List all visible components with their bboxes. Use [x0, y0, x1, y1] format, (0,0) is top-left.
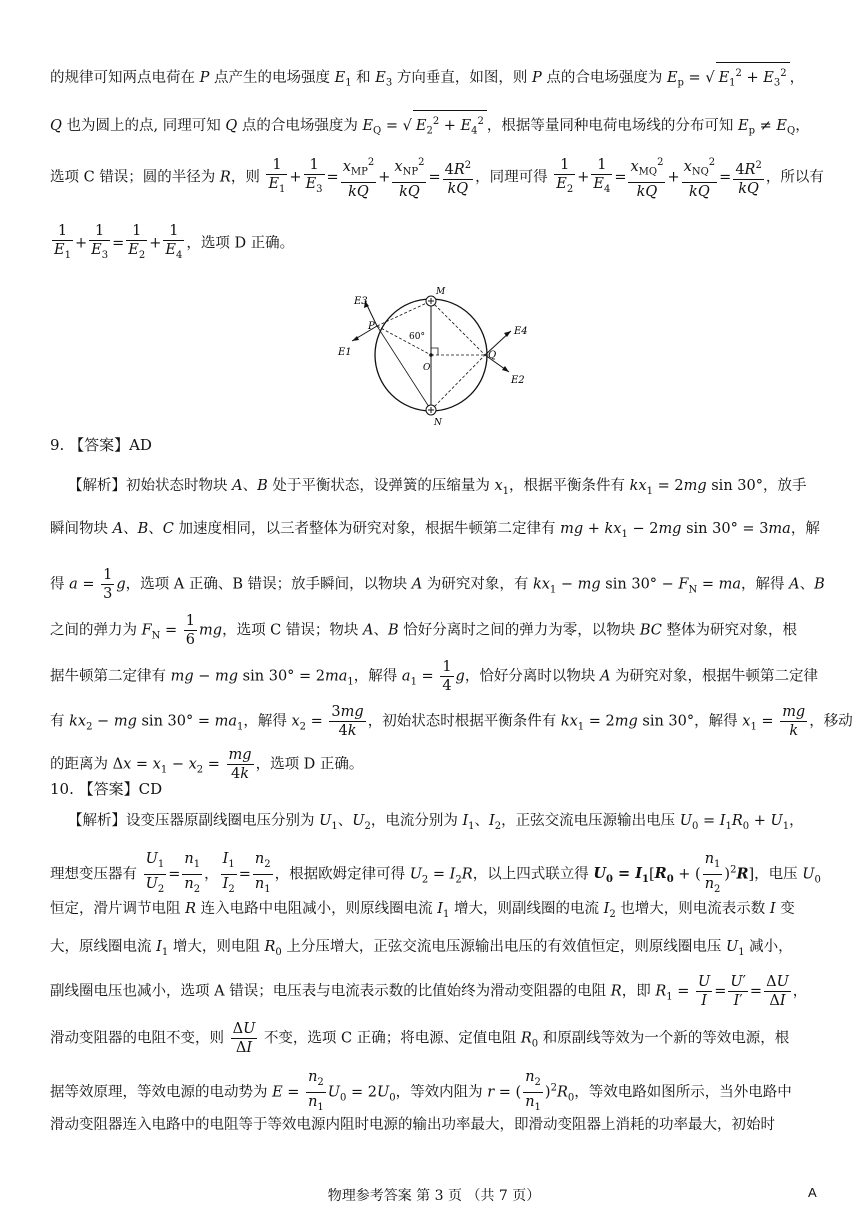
answer10-line1: 【解析】设变压器原副线圈电压分别为 $U_1$、$U_2$，电流分别为 $I_1$、$I_2$，正弦交流电压源输出电压 $U_0 = I_1R_0 + U_1$， — [68, 813, 804, 832]
chord-mq — [431, 301, 485, 355]
answer9-line1: 【解析】初始状态时物块 A、B 处于平衡状态，设弹簧的压缩量为 $x_1$，根据平衡条件有 $kx_1 = 2mg$ sin 30°，放手 — [68, 478, 807, 497]
label-p: P — [368, 321, 375, 332]
charge-n-icon — [426, 405, 436, 415]
version-mark: A — [808, 1185, 817, 1200]
label-e4: E4 — [514, 326, 528, 337]
answer10-line3: 恒定，滑片调节电阻 R 连入电路中电阻减小，则原线圈电流 $I_1$ 增大，则副线圈的电流 $I_2$ 也增大，则电流表示数 I 变 — [50, 901, 795, 920]
answer9-line4: 之间的弹力为 $F_N$ = $\frac{1}{6}$ mg，选项 C 错误；物块 A、B 恰好分离时之间的弹力为零，以物块 BC 整体为研究对象，根 — [50, 613, 797, 648]
answer9-line6: 有 $kx_2$ − mg $\sin 30^\circ = ma_1$，解得 $x_2$ = $\frac{3mg}{4k}$ ，初始状态时根据平衡条件有 $kx_1 = 2mg$ sin 30°，解得 $x_1$ = $\frac{mg}{k}$ ，移动 — [50, 704, 853, 739]
answer8-line3: 选项 C 错误；圆的半径为 R，则 $\frac{1}{E_1}$ + $\frac{1}{E_3}$ = $\frac{x_{MP}^2}{kQ}$ + $\frac{x_{NP}^2}{kQ}$ = $\frac{4R^2}{kQ}$ ，同理可得 $\frac{1}{E_2}$ + $\frac{1}{E_4}$ = $\frac{x_{MQ}^2}{kQ}$ + $\frac{x_{NQ}^2}{kQ}$ = $\frac{4R^2}{kQ}$ ，所以有 — [50, 154, 820, 201]
label-e1: E1 — [338, 347, 352, 358]
label-m: M — [436, 287, 446, 297]
label-q: Q — [488, 350, 497, 361]
answer9-line2: 瞬间物块 A、B、C 加速度相同，以三者整体为研究对象，根据牛顿第二定律有 mg + $kx_1 - 2mg$ sin 30° = 3ma，解 — [50, 521, 820, 540]
chord-nq — [431, 355, 485, 410]
answer10-line7: 据等效原理，等效电源的电动势为 E = $\frac{n_2}{n_1}$ $U_0 = 2U_0$，等效内阻为 r = ( $\frac{n_2}{n_1}$ )$^2R_0$，等效电路如图所示，当外电路中 — [50, 1069, 792, 1113]
answer9-line5: 据牛顿第二定律有 mg − mg $\sin 30^\circ = 2ma_1$，解得 $a_1$ = $\frac{1}{4}$ g，恰好分离时以物块 A 为研究对象，根据牛顿第二定律 — [50, 659, 819, 694]
charge-m-icon — [426, 296, 436, 306]
label-e2: E2 — [511, 375, 525, 386]
answer10-head: 10. 【答案】CD — [50, 780, 163, 798]
electric-field-diagram — [330, 282, 540, 432]
answer8-line4: $\frac{1}{E_1}$ + $\frac{1}{E_3}$ = $\frac{1}{E_2}$ + $\frac{1}{E_4}$ ，选项 D 正确。 — [54, 223, 295, 261]
answer9-head: 9. 【答案】AD — [50, 436, 152, 454]
answer10-line6: 滑动变阻器的电阻不变，则 $\frac{\Delta U}{\Delta I}$ 不变，选项 C 正确；将电源、定值电阻 $R_0$ 和原副线等效为一个新的等效电源，根 — [50, 1021, 790, 1056]
label-n: N — [434, 418, 442, 428]
label-e3: E3 — [354, 296, 368, 307]
answer10-line2: 理想变压器有 $\frac{U_1}{U_2}$ = $\frac{n_1}{n_2}$ ， $\frac{I_1}{I_2}$ = $\frac{n_2}{n_1}$ ，根据欧姆定律可得 $U_2 = I_2R$，以上四式联立得 $U_0 = I_1[R_0$ + ( $\frac{n_1}{n_2}$ )$^2$R]，电压 $U_0$ — [50, 851, 821, 895]
answer9-line7: 的距离为 $\Delta x = x_1 - x_2$ = $\frac{mg}{4k}$ ，选项 D 正确。 — [50, 747, 364, 782]
answer10-line8: 滑动变阻器连入电路中的电阻等于等效电源内阻时电源的输出功率最大，即滑动变阻器上消耗的功率最大，初始时 — [50, 1117, 775, 1133]
label-angle: 60° — [409, 332, 425, 342]
page-footer: 物理参考答案 第 3 页 （共 7 页） — [327, 1188, 541, 1204]
answer8-line2: Q 也为圆上的点, 同理可知 Q 点的合电场强度为 $E_Q$ = √ $E_2^2 + E_4^2$ ，根据等量同种电荷电场线的分布可知 $E_p \ne E_Q$， — [50, 110, 820, 143]
answer10-line5: 副线圈电压也减小，选项 A 错误；电压表与电流表示数的比值始终为滑动变阻器的电阻 R，即 $R_1$ = $\frac{U}{I}$ = $\frac{U'}{I'}$ = $\frac{\Delta U}{\Delta I}$ ， — [50, 974, 808, 1009]
answer10-line4: 大，原线圈电流 $I_1$ 增大，则电阻 $R_0$ 上分压增大，正弦交流电压源输出电压的有效值恒定，则原线圈电压 $U_1$ 减小， — [50, 939, 793, 958]
answer8-line1: 的规律可知两点电荷在 P 点产生的电场强度 $E_1$ 和 $E_3$ 方向垂直，如图，则 P 点的合电场强度为 $E_p$ = √ $E_1^2 + E_3^2$ ， — [50, 62, 820, 95]
center-point — [429, 353, 433, 357]
answer9-line3: 得 a = $\frac{1}{3}$ g，选项 A 正确、B 错误；放手瞬间，以物块 A 为研究对象，有 $kx_1$ − mg $\sin 30^\circ - F_N$ = ma，解得 A、B — [50, 567, 825, 602]
label-o: O — [423, 363, 431, 373]
